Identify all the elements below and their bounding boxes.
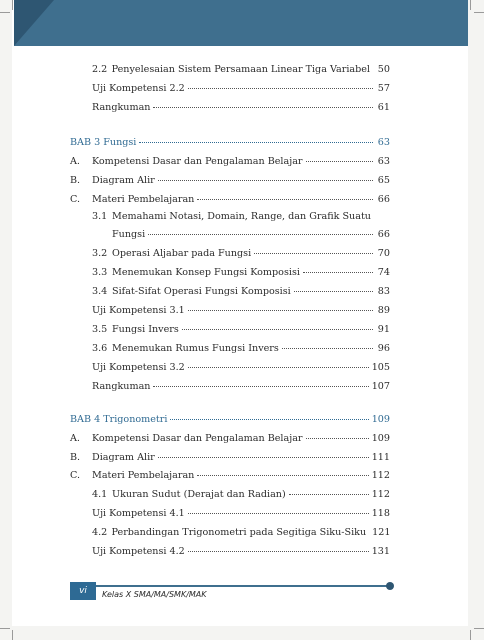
toc-row <box>92 248 390 260</box>
toc-entry-title: Rangkuman <box>92 102 151 113</box>
toc-page-number: 112 <box>371 470 390 481</box>
toc-row <box>70 156 390 168</box>
toc-section-number: 3.3 <box>92 267 108 278</box>
toc-page-number: 50 <box>377 64 390 75</box>
toc-dot-leader <box>289 494 369 495</box>
toc-entry-title: Fungsi <box>112 229 146 240</box>
toc-row <box>92 267 390 279</box>
toc-entry-title: Uji Kompetensi 4.2 <box>92 546 185 557</box>
toc-entry-title: Menemukan Konsep Fungsi Komposisi <box>112 267 300 278</box>
toc-row <box>92 527 390 539</box>
toc-entry-title: Sifat-Sifat Operasi Fungsi Komposisi <box>112 286 291 297</box>
toc-row <box>92 362 390 374</box>
toc-entry-title: Uji Kompetensi 3.1 <box>92 305 185 316</box>
toc-dot-leader <box>153 107 373 108</box>
footer-rule-end-dot <box>386 582 394 590</box>
toc-dot-leader <box>294 291 373 292</box>
toc-chapter-title: BAB 3 Fungsi <box>70 137 137 148</box>
toc-entry-title: Materi Pembelajaran <box>92 470 195 481</box>
toc-entry-title: Ukuran Sudut (Derajat dan Radian) <box>112 489 286 500</box>
toc-entry-title: Operasi Aljabar pada Fungsi <box>112 248 252 259</box>
toc-section-number: A. <box>70 433 80 444</box>
toc-section-number: 3.5 <box>92 324 108 335</box>
toc-dot-leader <box>197 475 368 476</box>
toc-section-number: 2.2 <box>92 64 108 75</box>
toc-page-number: 83 <box>377 286 390 297</box>
toc-section-number: B. <box>70 175 81 186</box>
toc-entry-title: Uji Kompetensi 3.2 <box>92 362 185 373</box>
toc-row <box>70 433 390 445</box>
toc-page-number: 63 <box>377 156 390 167</box>
toc-entry-title: Fungsi Invers <box>112 324 179 335</box>
toc-page-number: 70 <box>377 248 390 259</box>
toc-entry-title: Diagram Alir <box>92 452 155 463</box>
toc-chapter-row <box>70 414 390 426</box>
toc-row <box>92 102 390 114</box>
toc-row <box>92 546 390 558</box>
toc-section-number: 3.1 <box>92 211 108 222</box>
toc-section-number: 4.2 <box>92 527 108 538</box>
toc-page-number: 61 <box>377 102 390 113</box>
toc-section-number: A. <box>70 156 80 167</box>
toc-dot-leader <box>188 310 373 311</box>
toc-entry-title: Memahami Notasi, Domain, Range, dan Grafik Suatu <box>112 211 371 222</box>
toc-dot-leader <box>188 88 373 89</box>
toc-row <box>92 381 390 393</box>
book-title: Kelas X SMA/MA/SMK/MAK <box>102 590 207 599</box>
toc-row <box>70 470 390 482</box>
toc-page-number: 66 <box>377 229 390 240</box>
toc-section-number: B. <box>70 452 81 463</box>
toc-row <box>92 305 390 317</box>
toc-dot-leader <box>153 386 368 387</box>
toc-section-number: C. <box>70 194 81 205</box>
toc-dot-leader <box>188 367 369 368</box>
toc-page-number: 131 <box>371 546 390 557</box>
toc-page-number: 111 <box>371 452 390 463</box>
toc-entry-title: Penyelesaian Sistem Persamaan Linear Tiga Variabel <box>111 64 370 75</box>
toc-page-number: 74 <box>377 267 390 278</box>
toc-section-number: 4.1 <box>92 489 108 500</box>
toc-entry-title: Uji Kompetensi 4.1 <box>92 508 185 519</box>
toc-entry-title: Kompetensi Dasar dan Pengalaman Belajar <box>92 156 303 167</box>
toc-row <box>92 343 390 355</box>
toc-row <box>92 508 390 520</box>
toc-page-number: 66 <box>377 194 390 205</box>
toc-entry-title: Menemukan Rumus Fungsi Invers <box>112 343 279 354</box>
toc-dot-leader <box>303 272 373 273</box>
toc-dot-leader <box>170 419 368 420</box>
page-number-badge <box>70 582 96 600</box>
toc-dot-leader <box>306 438 369 439</box>
toc-row <box>70 194 390 206</box>
footer-rule <box>96 585 390 587</box>
toc-page-number: 91 <box>377 324 390 335</box>
toc-row <box>92 211 390 223</box>
toc-page-number: 57 <box>377 83 390 94</box>
toc-page-number: 107 <box>371 381 390 392</box>
toc-chapter-row <box>70 137 390 149</box>
toc-page-number: 63 <box>377 137 390 148</box>
toc-row <box>92 286 390 298</box>
toc-dot-leader <box>182 329 373 330</box>
toc-entry-title: Diagram Alir <box>92 175 155 186</box>
toc-page-number: 109 <box>371 433 390 444</box>
toc-page-number: 89 <box>377 305 390 316</box>
toc-section-number: 3.6 <box>92 343 108 354</box>
toc-chapter-title: BAB 4 Trigonometri <box>70 414 168 425</box>
toc-row <box>70 175 390 187</box>
toc-row <box>92 83 390 95</box>
toc-entry-title: Rangkuman <box>92 381 151 392</box>
toc-page-number: 109 <box>371 414 390 425</box>
toc-entry-title: Kompetensi Dasar dan Pengalaman Belajar <box>92 433 303 444</box>
toc-dot-leader <box>197 199 373 200</box>
toc-row <box>70 452 390 464</box>
toc-dot-leader <box>139 142 373 143</box>
toc-page-number: 118 <box>371 508 390 519</box>
toc-dot-leader <box>158 457 369 458</box>
toc-row <box>112 229 390 241</box>
toc-entry-title: Uji Kompetensi 2.2 <box>92 83 185 94</box>
toc-dot-leader <box>148 234 373 235</box>
toc-page-number: 112 <box>371 489 390 500</box>
toc-dot-leader <box>188 513 369 514</box>
toc-row <box>92 324 390 336</box>
toc-dot-leader <box>158 180 373 181</box>
toc-page-number: 65 <box>377 175 390 186</box>
toc-dot-leader <box>282 348 373 349</box>
toc-dot-leader <box>306 161 373 162</box>
toc-page-number: 96 <box>377 343 390 354</box>
page-number: vi <box>79 586 87 596</box>
toc-row <box>92 64 390 76</box>
toc-page-number: 105 <box>371 362 390 373</box>
toc-section-number: 3.2 <box>92 248 108 259</box>
toc-entry-title: Perbandingan Trigonometri pada Segitiga Siku-Siku <box>111 527 367 538</box>
toc-entry-title: Materi Pembelajaran <box>92 194 195 205</box>
toc-section-number: C. <box>70 470 81 481</box>
toc-section-number: 3.4 <box>92 286 108 297</box>
toc-dot-leader <box>254 253 373 254</box>
toc-page-number: 121 <box>372 527 391 538</box>
toc-row <box>92 489 390 501</box>
toc-dot-leader <box>188 551 369 552</box>
